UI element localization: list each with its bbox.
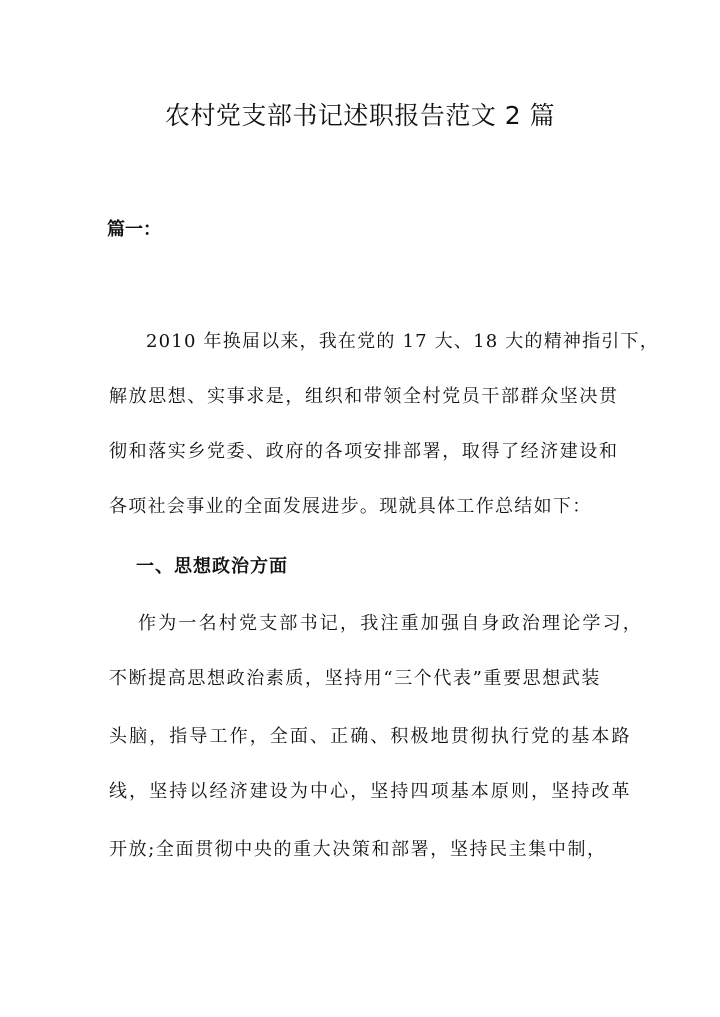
paragraph-1-line-2: 解放思想、实事求是，组织和带领全村党员干部群众坚决贯 [109, 386, 619, 407]
paragraph-2-line-1: 作为一名村党支部书记，我注重加强自身政治理论学习， [138, 613, 643, 634]
section-label: 篇一： [107, 219, 161, 240]
paragraph-2-line-3: 头脑，指导工作，全面、正确、积极地贯彻执行党的基本路 [109, 726, 632, 747]
document-title: 农村党支部书记述职报告范文 2 篇 [164, 101, 556, 130]
paragraph-2-line-5: 开放;全面贯彻中央的重大决策和部署，坚持民主集中制， [109, 839, 607, 860]
paragraph-1-line-3: 彻和落实乡党委、政府的各项安排部署，取得了经济建设和 [109, 441, 619, 462]
paragraph-2-line-2: 不断提高思想政治素质，坚持用“三个代表”重要思想武装 [109, 668, 602, 689]
paragraph-1-line-4: 各项社会事业的全面发展进步。现就具体工作总结如下： [109, 496, 592, 517]
subheading: 一、思想政治方面 [136, 556, 288, 577]
paragraph-1-line-1: 2010 年换届以来，我在党的 17 大、18 大的精神指引下， [146, 331, 659, 352]
paragraph-2-line-4: 线，坚持以经济建设为中心，坚持四项基本原则，坚持改革 [109, 781, 632, 802]
